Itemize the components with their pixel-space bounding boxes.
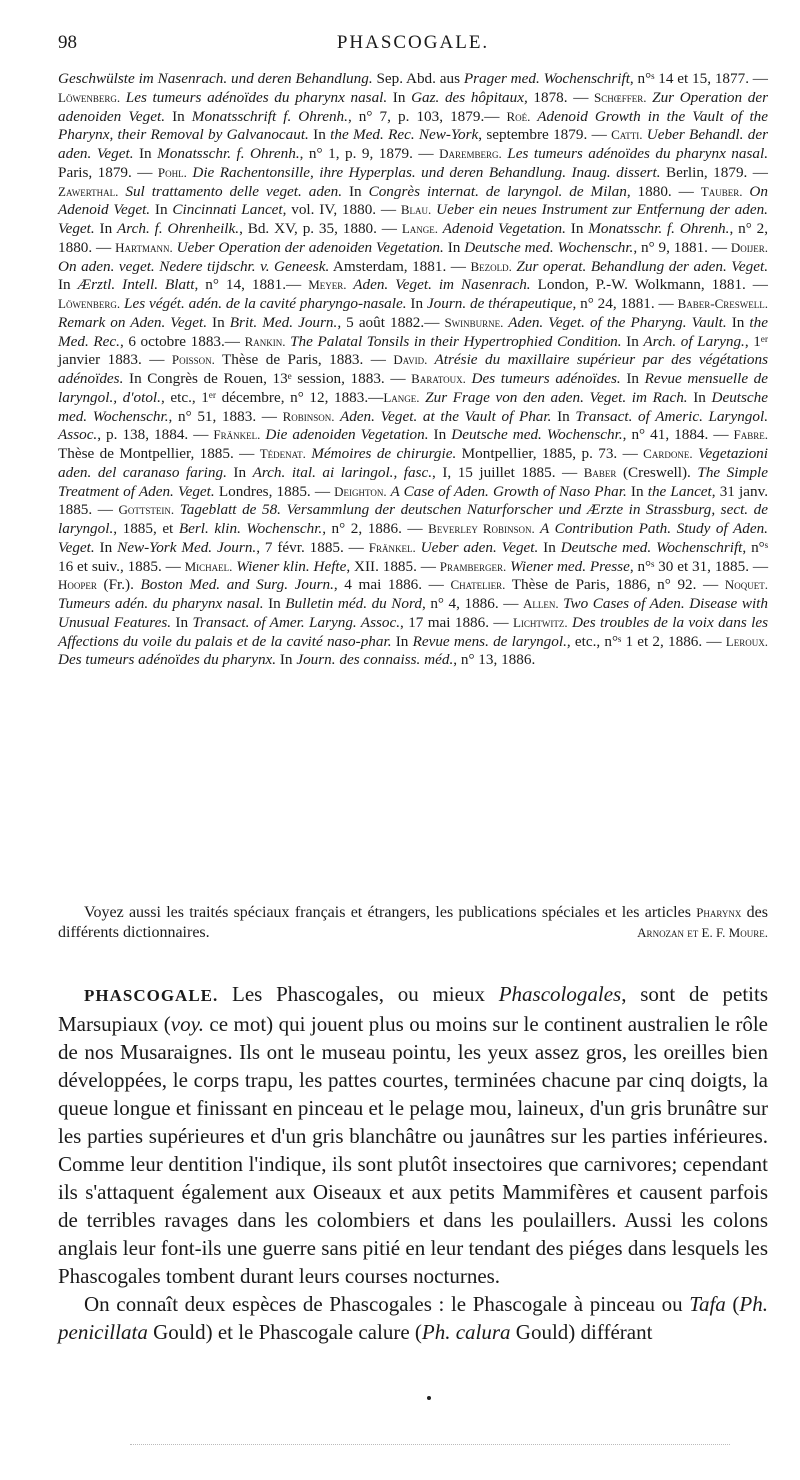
italic-text: Des tumeurs adénoïdes du pharynx. <box>58 651 277 669</box>
italic-text: Des troubles de la voix dans les Affections du voile du palais et de la cavité naso-phar. <box>58 613 768 650</box>
italic-text: Ueber ein neues Instrument zur Entfernung der aden. Veget. <box>58 201 768 237</box>
italic-text: Bulletin méd. du Nord <box>285 595 422 612</box>
text-run: , 17 mai 1886. — <box>400 613 513 631</box>
italic-text: the Med. Rec. New-York <box>330 126 479 144</box>
text-run: Gould) différant <box>510 1320 653 1344</box>
italic-text: Geschwülste im Nasenrach. und deren Behandlung. <box>58 70 373 87</box>
text-run: In <box>620 370 645 387</box>
italic-text: Ærztl. Intell. Blatt <box>77 276 195 294</box>
italic-text: Wiener klin. Hefte <box>232 557 347 575</box>
text-run: , I, 15 juillet 1885. — <box>432 463 584 481</box>
bibliography-paragraph <box>58 70 768 670</box>
italic-text: Les tumeurs adénoïdes du pharynx nasal. <box>120 88 388 106</box>
author-name: Löwenberg. <box>58 296 121 311</box>
italic-text: On aden. veget. <box>58 257 155 275</box>
italic-text: Aden. Veget. im Nasenrach. <box>346 276 531 294</box>
text-run: , sont de petits Marsupiaux ( <box>58 982 769 1036</box>
italic-text: Arch. ital. ai laringol., fasc. <box>252 463 433 481</box>
italic-text: The Simple Treatment of Aden. Veget. <box>58 463 769 500</box>
italic-text: Journ. de thérapeutique <box>426 295 573 312</box>
stray-dot <box>427 1396 431 1400</box>
article-body <box>58 980 768 1346</box>
italic-text: A Contribution Path. Study of Aden. Veget. <box>58 520 768 556</box>
text-run: Thèse de Montpellier, 1885. — <box>58 445 260 462</box>
author-name: Allen. <box>522 596 559 611</box>
text-run: In <box>551 407 576 425</box>
text-run: In <box>406 295 427 312</box>
author-name: Lichtwitz. <box>512 614 568 630</box>
italic-text: Zur Frage von den aden. Veget. im Rach. <box>419 388 688 406</box>
author-name: Fränkel. <box>213 427 261 443</box>
italic-text: Les végét. adén. de la cavité pharyngo-nasale. <box>120 295 407 312</box>
text-run: In Congrès de Rouen, 13ᵉ session, 1883. — <box>123 370 412 387</box>
text-run: On connaît deux espèces de Phascogales : le Phascogale à pinceau ou <box>84 1292 690 1316</box>
author-name: Lange. <box>401 221 438 236</box>
italic-text: Aden. Veget. at the Vault of Phar. <box>334 407 552 425</box>
italic-text: Adenoid Growth in the Vault of the Pharynx, their Removal by Galvanocaut. <box>58 107 769 144</box>
text-run: In <box>94 538 118 556</box>
italic-text: Zur operat. Behandlung der aden. Veget. <box>511 257 768 275</box>
italic-text: Boston Med. and Surg. Journ. <box>140 576 334 594</box>
italic-text: Vegetazioni aden. del caranaso faring. <box>58 445 768 481</box>
italic-text: voy. <box>170 1012 204 1036</box>
italic-text: Nedere tijdschr. v. Geneesk. <box>159 257 330 275</box>
note-text-end: des différents dictionnaires. <box>58 904 769 941</box>
text-run: In <box>626 482 648 500</box>
text-run: ce mot) qui jouent plus ou moins sur le continent australien le rôle de nos Musaraignes. Ils ont le museau pointu, les yeux assez gros, les oreilles bien développées, le corps trapu, les pattes courtes, terminées chacune par cinq doigts, la queue longue et finissant en pinceau et le pelage mou, laineux, d'un gris brunâtre sur les parties supérieures et d'un gris blanchâtre ou jaunâtres sur les parties inférieures. Comme leur dentition l'indique, ils sont plutôt insectoires que carnivores; cependant ils s'attaquent également aux Oiseaux et aux petits Mammifères et causent parfois de terribles ravages dans les colombiers et dans les poulaillers. Aussi les colons anglais leur font-ils une guerre sans pitié en leur tendant des piéges dans lesquels les Phascogales tombent durant leurs courses nocturnes. <box>58 1012 768 1288</box>
text-run: Londres, 1885. — <box>214 482 335 500</box>
text-run: In <box>443 238 465 256</box>
author-name: David. <box>393 352 428 368</box>
author-name: Lange. <box>383 389 420 405</box>
page-header <box>58 32 768 56</box>
text-run: , n° 4, 1886. — <box>421 595 523 612</box>
author-name: Blau. <box>400 202 432 218</box>
text-run: , n°ˢ 14 et 15, 1877. — <box>629 70 768 87</box>
article-paragraph-1 <box>58 980 768 1290</box>
italic-text: Ueber Operation der adenoiden Vegetation. <box>172 238 444 256</box>
italic-text: Arch. f. Ohrenheilk. <box>117 220 240 237</box>
italic-text: Arch. of Laryng. <box>643 332 745 350</box>
text-run: , 1880. — <box>626 182 701 200</box>
italic-text: Atrésie du maxillaire supérieur par des végétations adénoïdes. <box>58 351 768 387</box>
italic-text: Die Rachentonsille, ihre Hyperplas. und deren Behandlung. Inaug. dissert. <box>186 163 661 181</box>
text-run: , n° 1, p. 9, 1879. — <box>299 145 440 162</box>
text-run: , n°ˢ 16 et suiv., 1885. — <box>58 538 768 575</box>
italic-text: Les tumeurs adénoïdes du pharynx nasal. <box>501 145 769 162</box>
italic-text: Gaz. des hôpitaux, <box>411 88 528 106</box>
text-run: Berlin, 1879. — <box>660 163 768 181</box>
note-text: Voyez aussi les traités spéciaux français et étrangers, les publications spéciales et les articles <box>84 904 697 921</box>
text-run: , vol. IV, 1880. — <box>282 201 401 219</box>
italic-text: Remark on Aden. Veget. <box>58 313 207 331</box>
text-run: In <box>565 220 589 237</box>
text-run: , 1885, et <box>113 520 179 537</box>
author-name: Roé. <box>506 108 531 124</box>
text-run: , n° 2, 1886. — <box>322 520 429 537</box>
author-name: Chatelier. <box>450 577 506 593</box>
article-paragraph-2 <box>58 1290 768 1346</box>
italic-text: Monatsschr. f. Ohrenh. <box>157 145 300 162</box>
text-run: In <box>263 595 286 612</box>
author-signature: Arnozan et E. F. Moure. <box>637 925 768 940</box>
text-run: , etc., n°ˢ 1 et 2, 1886. — <box>566 632 726 650</box>
italic-text: Ueber aden. Veget. <box>415 538 539 556</box>
text-run: Sep. Abd. aus <box>372 70 464 87</box>
text-run: London, P.-W. Wolkmann, 1881. — <box>530 276 768 294</box>
text-run: , n° 2, 1880. — <box>58 220 768 256</box>
article-headword: PHASCOGALE. <box>84 986 219 1005</box>
text-run: In <box>538 538 561 556</box>
italic-text: The Palatal Tonsils in their Hypertrophied Condition. <box>285 332 622 350</box>
author-name: Cardone. <box>643 446 693 461</box>
page-number: 98 <box>58 32 77 53</box>
note-keyword: Pharynx <box>696 905 742 920</box>
text-run: In <box>133 145 158 162</box>
italic-text: Deutsche med. Wochenschr. <box>464 238 634 256</box>
italic-text: Ph. penicillata <box>58 1292 768 1344</box>
author-name: Pramberger. <box>439 558 507 574</box>
italic-text: On Adenoid Veget. <box>58 182 768 219</box>
italic-text: Ph. calura <box>421 1320 511 1344</box>
italic-text: Monatsschrift f. Ohrenh. <box>191 107 348 125</box>
text-run: , Bd. XV, p. 35, 1880. — <box>239 220 402 237</box>
text-run: ( <box>725 1292 740 1316</box>
author-name: Hartmann. <box>115 239 173 255</box>
bibliography-block <box>58 70 768 670</box>
text-run: Paris, 1879. — <box>58 163 158 181</box>
author-name: Michael. <box>184 558 233 574</box>
author-name: Fränkel. <box>368 539 416 555</box>
italic-text: Des tumeurs adénoïdes. <box>465 370 621 387</box>
text-run: In <box>276 651 297 669</box>
text-run: In <box>94 220 118 237</box>
italic-text: Die adenoiden Vegetation. <box>260 426 429 444</box>
author-name: Rankin. <box>244 333 286 349</box>
text-run: Gould) et le Phascogale calure ( <box>147 1320 422 1344</box>
text-run: , septembre 1879. — <box>478 126 612 144</box>
author-name: Tauber. <box>700 183 743 199</box>
text-run: , n° 24, 1881. — <box>572 295 678 312</box>
italic-text: Zur Operation der adenoiden Veget. <box>58 88 768 125</box>
italic-text: Aden. Veget. of the Pharyng. Vault. <box>503 313 727 331</box>
text-run: In <box>391 632 413 650</box>
italic-text: Revue mensuelle de laryngol., d'otol. <box>58 370 769 406</box>
author-name: Leroux. <box>725 633 768 649</box>
running-title: PHASCOGALE. <box>336 32 490 53</box>
text-run: , XII. 1885. — <box>346 557 440 575</box>
text-run: , n° 9, 1881. — <box>633 238 731 256</box>
text-run: In <box>308 126 331 144</box>
italic-text: Ueber Behandl. der aden. Veget. <box>58 126 768 162</box>
text-run: In <box>428 426 452 444</box>
italic-text: Tafa <box>689 1292 726 1316</box>
italic-text: Mémoires de chirurgie. <box>305 445 457 462</box>
text-run: In <box>342 182 369 200</box>
italic-text: Phascologales <box>498 982 622 1006</box>
author-name: Gottstein. <box>118 502 175 518</box>
author-name: Schœffer. <box>594 89 647 105</box>
author-name: Beverley Robinson. <box>428 521 535 536</box>
author-name: Doijer. <box>730 239 769 255</box>
italic-text: Prager med. Wochenschrift <box>463 70 630 87</box>
text-run: In <box>150 201 173 219</box>
italic-text: New-York Med. Journ. <box>117 538 257 556</box>
text-run: In <box>387 88 412 106</box>
text-run: , n°ˢ 30 et 31, 1885. — <box>629 557 769 575</box>
text-run: In <box>58 276 78 294</box>
text-run: , 6 octobre 1883.— <box>119 332 245 350</box>
text-run: , 31 janv. 1885. — <box>58 482 768 519</box>
author-name: Fabre. <box>733 427 769 443</box>
italic-text: the Lancet <box>647 482 712 500</box>
text-run: , 7 févr. 1885. — <box>256 538 369 556</box>
italic-text: Deutsche med. Wochenschr. <box>58 388 768 425</box>
text-run: In <box>207 313 230 331</box>
text-run: , n° 14, 1881.— <box>194 276 309 294</box>
italic-text: Transact. of Amer. Laryng. Assoc. <box>192 613 401 631</box>
text-run: , n° 51, 1883. — <box>168 407 283 425</box>
text-run: 1878. — <box>527 88 594 106</box>
text-run: In <box>171 613 193 631</box>
italic-text: Sul trattamento delle veget. aden. <box>118 182 343 200</box>
text-run: , p. 138, 1884. — <box>97 426 214 444</box>
italic-text: Two Cases of Aden. Disease with Unusual Features. <box>58 595 768 631</box>
text-run: , 5 août 1882.— <box>337 313 445 331</box>
author-name: Tédenat. <box>259 446 306 461</box>
author-name: Deighton. <box>334 483 387 499</box>
italic-text: Deutsche med. Wochenschr. <box>451 426 623 444</box>
text-run: In <box>621 332 644 350</box>
text-run: In <box>726 313 750 331</box>
author-name: Bezold. <box>470 258 512 274</box>
author-name: Catti. <box>611 127 643 143</box>
italic-text: A Case of Aden. Growth of Naso Phar. <box>386 482 627 500</box>
author-name: Meyer. <box>308 277 347 293</box>
italic-text: Revue mens. de laryngol. <box>412 632 567 650</box>
text-run: , n° 13, 1886. <box>453 651 536 669</box>
text-run: , n° 41, 1884. — <box>622 426 734 444</box>
author-name: Poisson. <box>171 352 215 368</box>
italic-text: Deutsche med. Wochenschrift <box>560 538 743 556</box>
author-name: Pohl. <box>157 164 187 180</box>
author-name: Robinson. <box>282 408 335 424</box>
author-name: Daremberg. <box>439 146 502 161</box>
italic-text: Tageblatt de 58. Versammlung der deutschen Naturforscher und Ærzte in Strassburg, sect. de laryngol. <box>58 501 768 537</box>
author-name: Hooper <box>58 577 97 593</box>
text-run: In <box>165 107 192 125</box>
show-through-line <box>130 1444 730 1446</box>
text-run: Montpellier, 1885, p. 73. — <box>456 445 644 462</box>
text-run: Thèse de Paris, 1886, n° 92. — <box>505 576 725 594</box>
text-run: In <box>687 388 712 406</box>
author-name: Baratoux. <box>411 371 466 386</box>
text-run: Amsterdam, 1881. — <box>329 257 471 275</box>
italic-text: Tumeurs adén. du pharynx nasal. <box>58 595 264 612</box>
text-run: Thèse de Paris, 1883. — <box>214 351 394 369</box>
italic-text: Journ. des connaiss. méd. <box>296 651 454 669</box>
text-run: (Fr.). <box>96 576 141 594</box>
italic-text: Adenoid Vegetation. <box>438 220 566 237</box>
text-run: (Creswell). <box>616 463 698 481</box>
author-name: Noquet. <box>724 577 768 593</box>
text-run: In <box>226 463 253 481</box>
text-run: Les Phascogales, ou mieux <box>218 982 499 1006</box>
author-name: Swinburne. <box>444 314 504 330</box>
author-name: Zawerthal. <box>58 183 119 199</box>
italic-text: Transact. of Americ. Laryngol. Assoc. <box>58 407 769 444</box>
see-also-note <box>58 903 768 943</box>
italic-text: Brit. Med. Journ. <box>229 313 338 331</box>
author-name: Baber <box>583 464 617 480</box>
text-run: , etc., 1ᵉʳ décembre, n° 12, 1883.— <box>160 388 384 406</box>
author-name: Löwenberg. <box>58 89 121 105</box>
italic-text: Monatsschr. f. Ohrenh. <box>588 220 730 237</box>
italic-text: the Med. Rec. <box>58 313 768 350</box>
italic-text: Congrès internat. de laryngol. de Milan <box>368 182 627 200</box>
italic-text: Cincinnati Lancet <box>172 201 283 219</box>
author-name: Baber-Creswell. <box>677 296 769 311</box>
text-run: , n° 7, p. 103, 1879.— <box>347 107 507 125</box>
italic-text: Berl. klin. Wochenschr. <box>178 520 323 537</box>
italic-text: Wiener med. Presse <box>506 557 630 575</box>
text-run: , 1ᵉʳ janvier 1883. — <box>58 332 769 369</box>
text-run: , 4 mai 1886. — <box>333 576 451 594</box>
